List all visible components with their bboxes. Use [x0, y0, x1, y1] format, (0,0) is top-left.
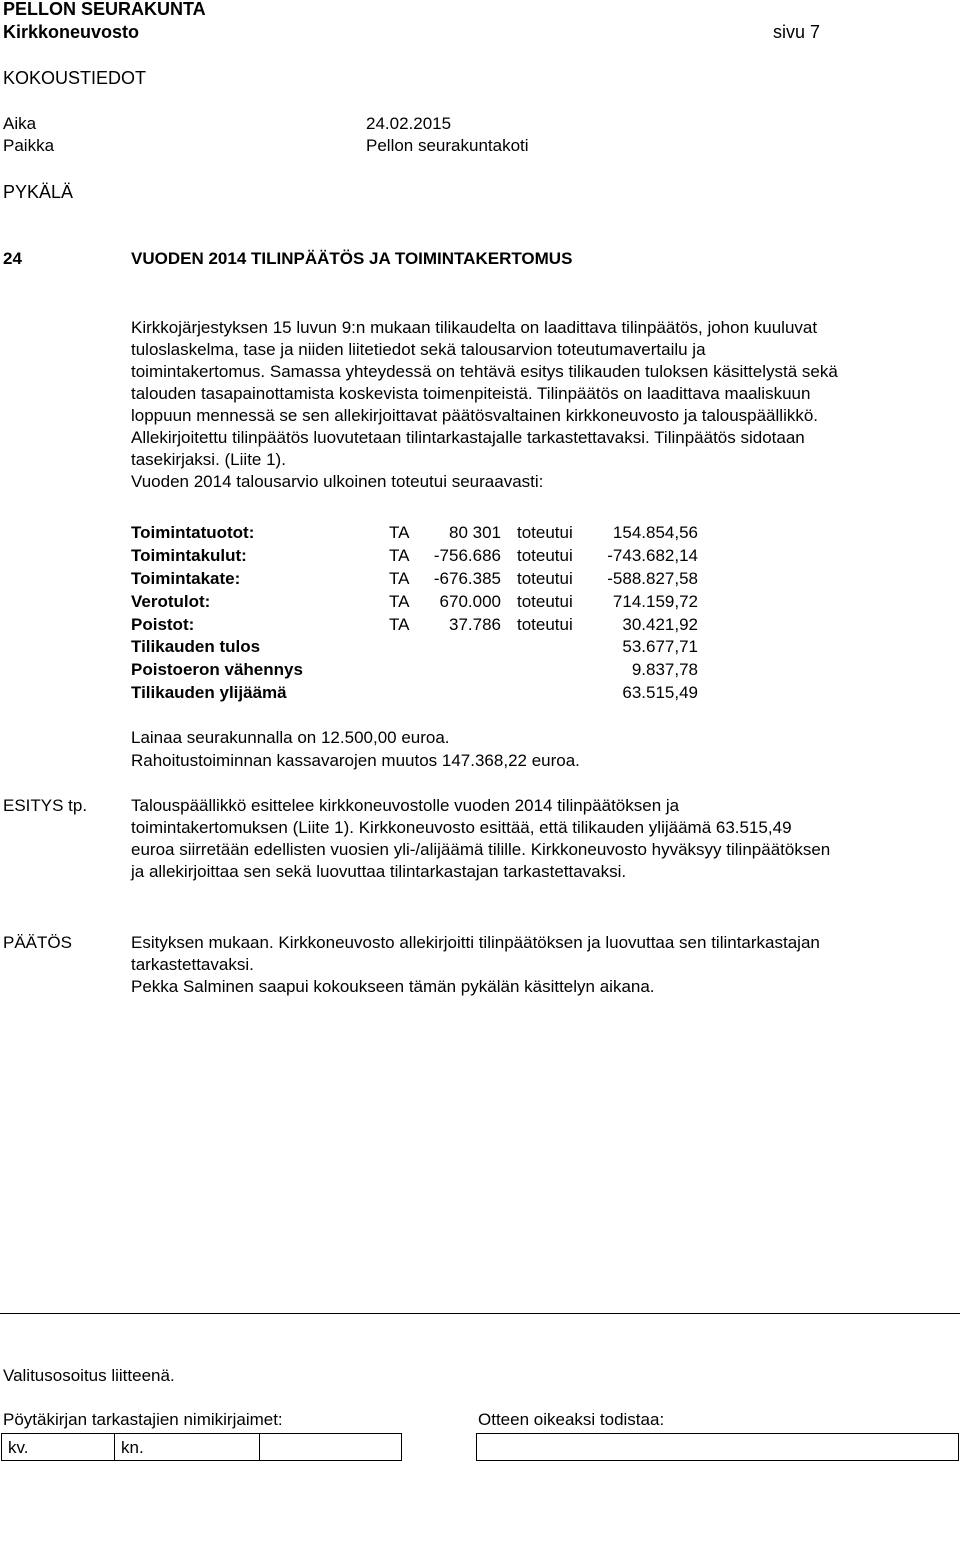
org-name: PELLON SEURAKUNTA — [3, 0, 206, 19]
financials-row — [131, 614, 731, 637]
row-label: Toimintatuotot: — [131, 523, 255, 542]
body-line: tasekirjaksi. (Liite 1). — [131, 450, 286, 469]
proposal-line: ja allekirjoittaa sen sekä luovuttaa tilintarkastajan tarkastettavaksi. — [131, 862, 627, 881]
proposal-text — [131, 795, 946, 883]
financials-row — [131, 682, 731, 705]
proposal-line: toimintakertomuksen (Liite 1). Kirkkoneuvosto esittää, että tilikauden ylijäämä 63.515,49 — [131, 818, 792, 837]
row-ta: TA — [389, 546, 410, 565]
initials-box-kn — [114, 1433, 260, 1461]
row-budget: -676.385 — [433, 569, 501, 588]
financials-row — [131, 522, 731, 545]
row-actual: 9.837,78 — [631, 660, 698, 679]
body-line: tuloslaskelma, tase ja niiden liitetiedot sekä talousarvion toteutumavertailu ja — [131, 340, 706, 359]
row-actual: -743.682,14 — [607, 546, 698, 565]
proposal-line: Talouspäällikkö esittelee kirkkoneuvostolle vuoden 2014 tilinpäätöksen ja — [131, 796, 680, 815]
body-line: toimintakertomus. Samassa yhteydessä on tehtävä esitys tilikauden tuloksen käsittelystä sekä — [131, 362, 838, 381]
financials-row — [131, 545, 731, 568]
body-line: Kirkkojärjestyksen 15 luvun 9:n mukaan tilikaudelta on laadittava tilinpäätös, johon kuuluvat — [131, 318, 818, 337]
row-word: toteutui — [517, 592, 573, 611]
row-word: toteutui — [517, 523, 573, 542]
row-ta: TA — [389, 523, 410, 542]
decision-line: Pekka Salminen saapui kokoukseen tämän pykälän käsittelyn aikana. — [131, 977, 655, 996]
initials-box-kv — [1, 1433, 115, 1461]
body-line: Vuoden 2014 talousarvio ulkoinen toteutui seuraavasti: — [131, 472, 544, 491]
cash-line: Rahoitustoiminnan kassavarojen muutos 147.368,22 euroa. — [131, 751, 580, 770]
decision-line: Esityksen mukaan. Kirkkoneuvosto allekirjoitti tilinpäätöksen ja luovuttaa sen tilintarkastajan — [131, 933, 820, 952]
financials-row — [131, 636, 731, 659]
initials-box — [259, 1433, 402, 1461]
decision-text — [131, 932, 946, 998]
row-actual: 30.421,92 — [622, 615, 698, 634]
pykala-label: PYKÄLÄ — [3, 182, 74, 202]
row-label: Tilikauden ylijäämä — [131, 683, 287, 702]
financials-row — [131, 568, 731, 591]
body-line: loppuun mennessä se sen allekirjoittavat päätösvaltainen kirkkoneuvosto ja talouspäällikkö. — [131, 406, 819, 425]
financials-row — [131, 659, 731, 682]
footer-divider — [0, 1313, 960, 1314]
place-label: Paikka — [3, 136, 55, 155]
certify-box — [476, 1433, 959, 1461]
row-budget: 37.786 — [449, 615, 501, 634]
row-ta: TA — [389, 569, 410, 588]
decision-line: tarkastettavaksi. — [131, 955, 254, 974]
row-label: Toimintakulut: — [131, 546, 247, 565]
row-word: toteutui — [517, 546, 573, 565]
kn-label: kn. — [121, 1438, 144, 1457]
row-actual: 714.159,72 — [612, 592, 698, 611]
row-label: Poistoeron vähennys — [131, 660, 303, 679]
proposal-line: euroa siirretään edellisten vuosien yli-/alijäämä tilille. Kirkkoneuvosto hyväksyy tilinpäätöksen — [131, 840, 831, 859]
row-label: Tilikauden tulos — [131, 637, 261, 656]
certify-label: Otteen oikeaksi todistaa: — [478, 1410, 665, 1429]
loan-line: Lainaa seurakunnalla on 12.500,00 euroa. — [131, 728, 450, 747]
place-value: Pellon seurakuntakoti — [366, 136, 529, 155]
financials-row — [131, 591, 731, 614]
proposal-label: ESITYS tp. — [3, 796, 88, 815]
row-actual: 154.854,56 — [612, 523, 698, 542]
body-line: talouden tasapainottamista koskevista toimenpiteistä. Tilinpäätös on laadittava maaliskuun — [131, 384, 811, 403]
row-actual: 53.677,71 — [622, 637, 698, 656]
row-ta: TA — [389, 615, 410, 634]
time-value: 24.02.2015 — [366, 114, 452, 133]
body-name: Kirkkoneuvosto — [3, 22, 140, 42]
row-actual: -588.827,58 — [607, 569, 698, 588]
initials-label: Pöytäkirjan tarkastajien nimikirjaimet: — [3, 1410, 283, 1429]
page-number: sivu 7 — [773, 22, 821, 42]
kv-label: kv. — [8, 1438, 29, 1457]
row-label: Poistot: — [131, 615, 195, 634]
appeal-note: Valitusosoitus liitteenä. — [3, 1366, 175, 1385]
decision-label: PÄÄTÖS — [3, 933, 72, 952]
row-budget: -756.686 — [433, 546, 501, 565]
item-body — [131, 317, 946, 493]
body-line: Allekirjoitettu tilinpäätös luovutetaan tilintarkastajalle tarkastettavaksi. Tilinpäätös sidotaan — [131, 428, 805, 447]
row-word: toteutui — [517, 615, 573, 634]
row-budget: 80 301 — [449, 523, 501, 542]
row-label: Verotulot: — [131, 592, 211, 611]
row-budget: 670.000 — [439, 592, 501, 611]
row-ta: TA — [389, 592, 410, 611]
item-number: 24 — [3, 249, 22, 268]
item-title: VUODEN 2014 TILINPÄÄTÖS JA TOIMINTAKERTOMUS — [131, 249, 573, 268]
row-actual: 63.515,49 — [622, 683, 698, 702]
time-label: Aika — [3, 114, 37, 133]
row-word: toteutui — [517, 569, 573, 588]
row-label: Toimintakate: — [131, 569, 241, 588]
section-heading: KOKOUSTIEDOT — [3, 68, 147, 88]
